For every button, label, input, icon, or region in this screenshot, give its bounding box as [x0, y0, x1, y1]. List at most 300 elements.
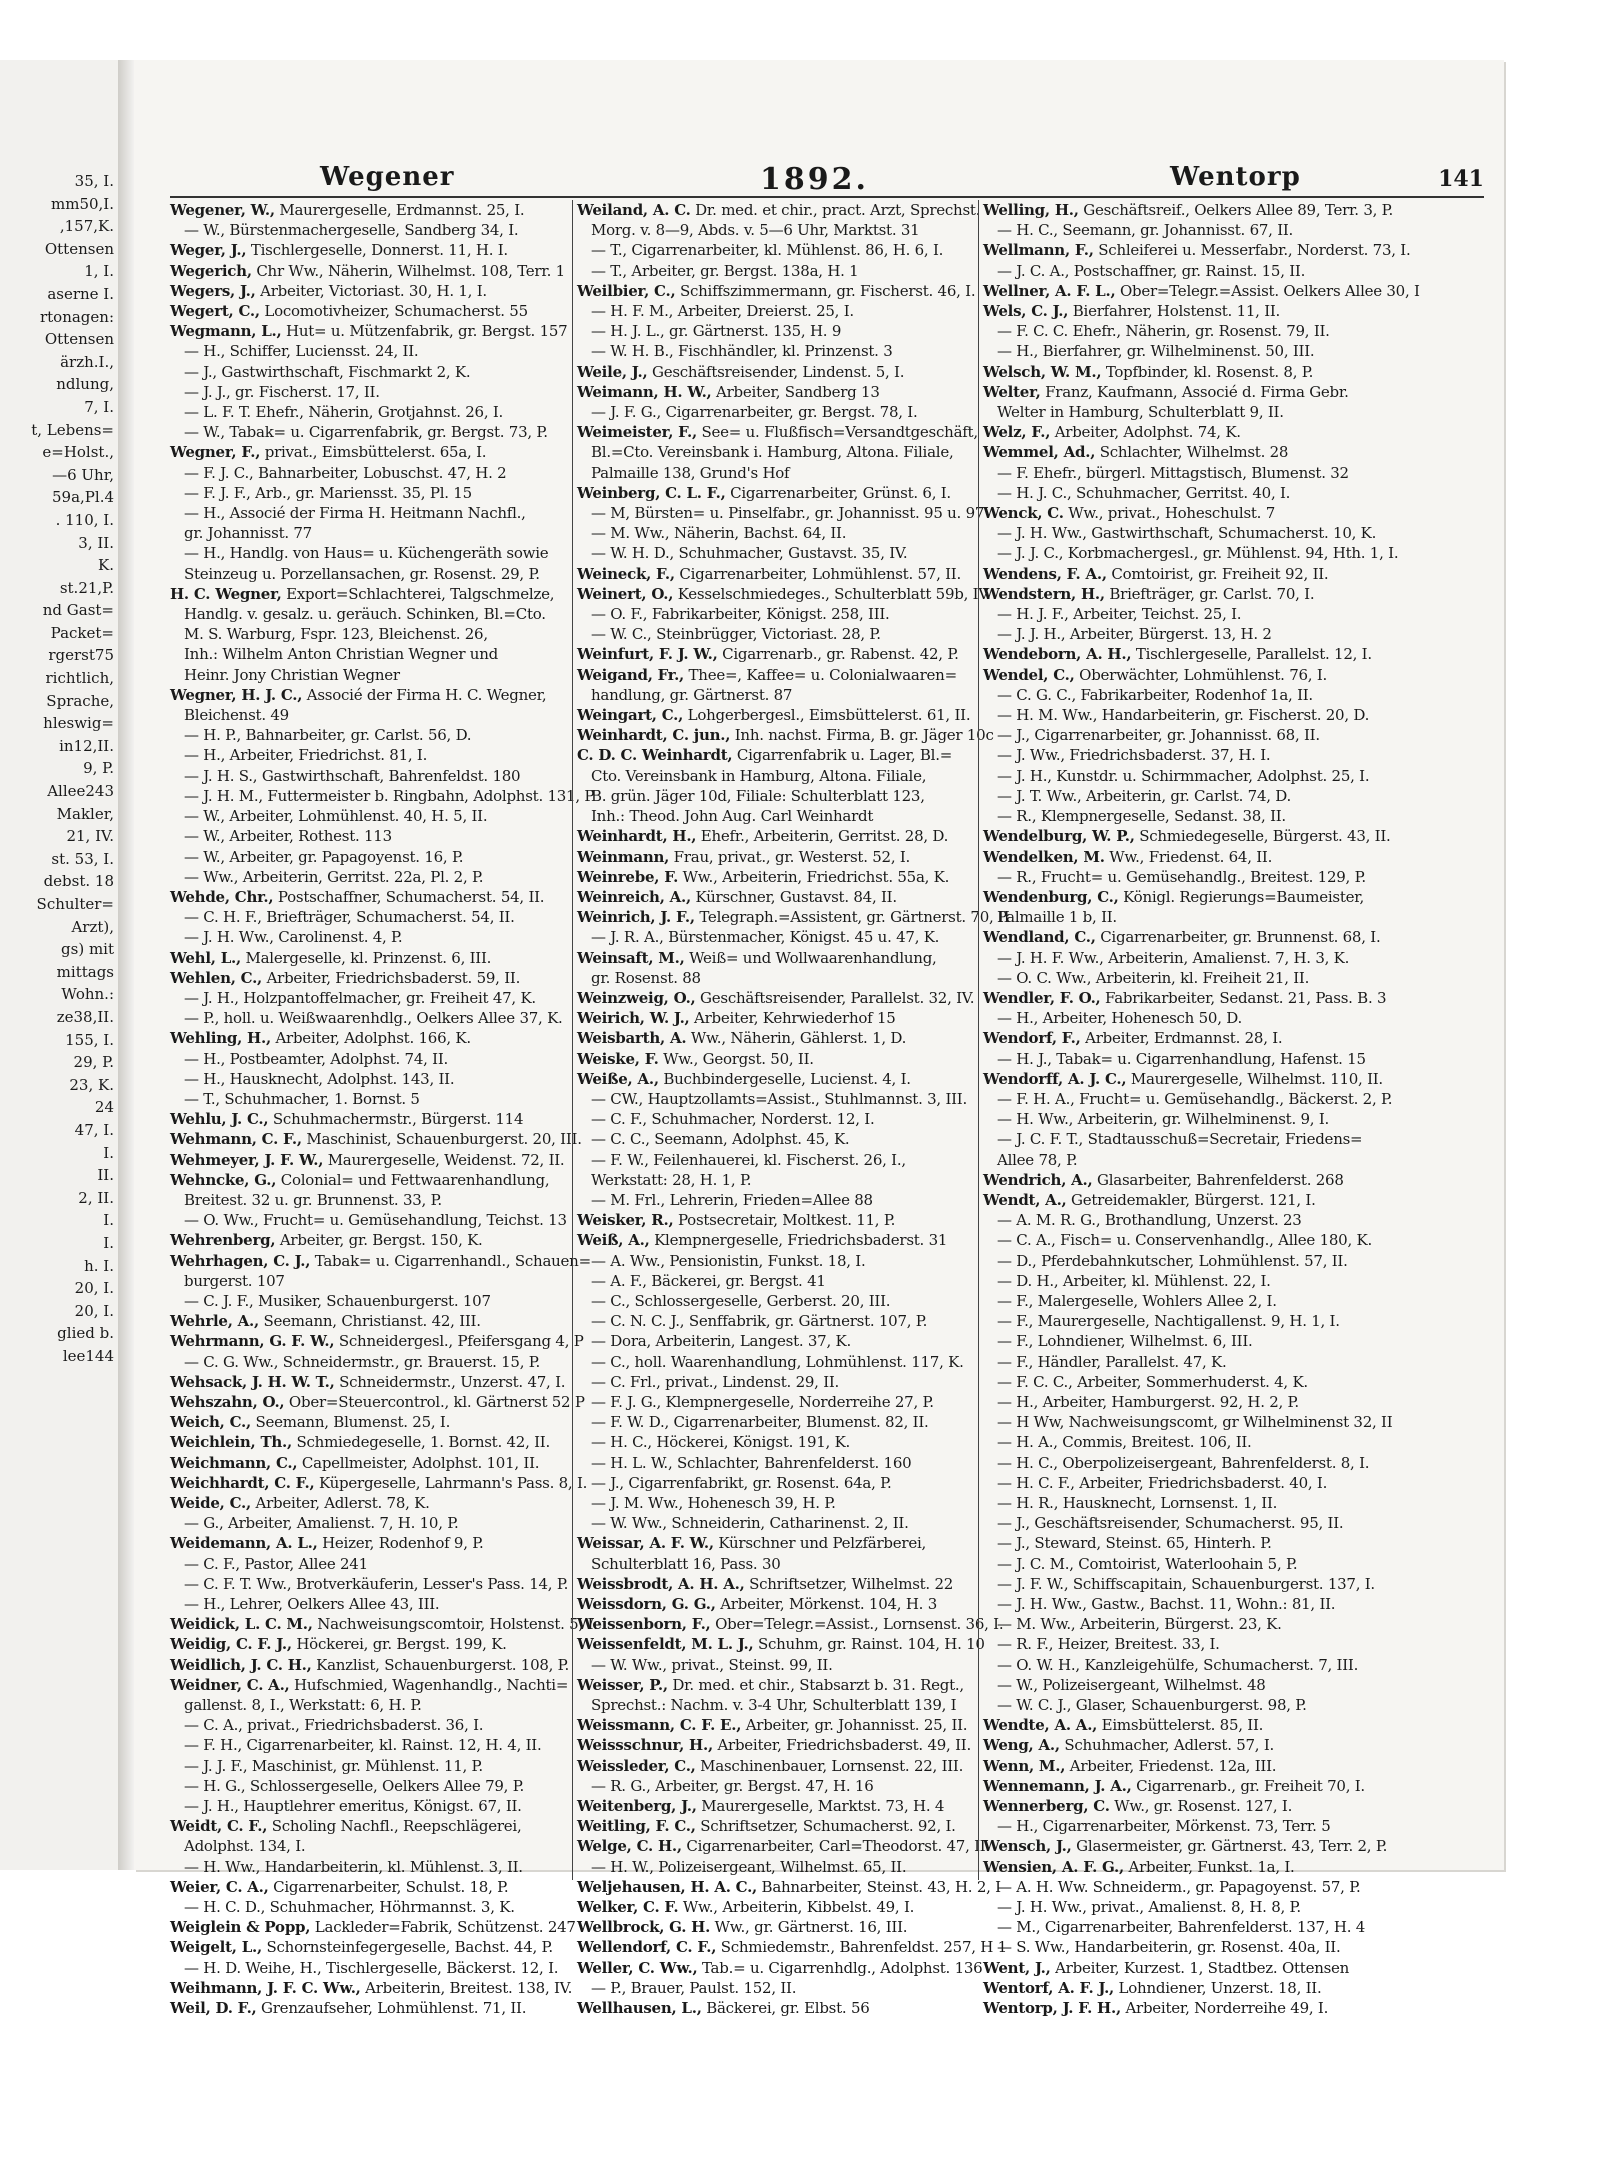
entry-details: Ober=Telegr.=Assist. Oelkers Allee 30, I [1115, 281, 1420, 300]
entry-details: — C. J. F., Musiker, Schauenburgerst. 107 [184, 1291, 491, 1310]
directory-entry [983, 1776, 1385, 1796]
facing-page-fragment: glied b. [57, 1324, 114, 1343]
entry-details: Bahnarbeiter, Steinst. 43, H. 2, I [757, 1877, 1001, 1896]
directory-entry [983, 1049, 1385, 1069]
entry-details: Arbeiter, Victoriast. 30, H. 1, I. [255, 281, 487, 300]
facing-page-fragment: 155, I. [65, 1030, 114, 1049]
entry-details: Lackleder=Fabrik, Schützenst. 247 [310, 1918, 576, 1937]
directory-entry [170, 564, 570, 584]
entry-details: Lohgerbergesl., Eimsbüttelerst. 61, II. [683, 706, 971, 725]
directory-entry [983, 1614, 1385, 1634]
entry-surname: Welge, C. H., [577, 1837, 682, 1856]
entry-surname: Wellner, A. F. L., [983, 281, 1116, 300]
directory-entry [170, 644, 570, 664]
directory-entry [170, 1412, 570, 1432]
entry-details: M. S. Warburg, Fspr. 123, Bleichenst. 26, [184, 625, 488, 644]
entry-details: Oberwächter, Lohmühlenst. 76, I. [1074, 665, 1328, 684]
entry-details: Arbeiter, Sandberg 13 [711, 382, 880, 401]
facing-page-fragment: 9, P. [83, 759, 114, 778]
entry-details: — C. A., Fisch= u. Conservenhandlg., Allee 180, K. [997, 1231, 1372, 1250]
directory-entry [577, 543, 977, 563]
entry-details: — J. H., Kunstdr. u. Schirmmacher, Adolphst. 25, I. [997, 766, 1370, 785]
directory-entry [983, 503, 1385, 523]
directory-entry [170, 1937, 570, 1957]
directory-entry [577, 1129, 977, 1149]
directory-entry [577, 1473, 977, 1493]
entry-details: Morg. v. 8—9, Abds. v. 5—6 Uhr, Marktst. 31 [591, 221, 920, 240]
entry-details: — H. C., Seemann, gr. Johannisst. 67, II. [997, 221, 1294, 240]
entry-surname: Weidt, C. F., [170, 1817, 268, 1836]
entry-surname: Wegert, C., [170, 302, 260, 321]
directory-entry [577, 968, 977, 988]
directory-entry [983, 1857, 1385, 1877]
facing-page-text [0, 170, 118, 1367]
directory-entry [983, 1756, 1385, 1776]
directory-entry [983, 1170, 1385, 1190]
page-number: 141 [1438, 166, 1484, 192]
directory-entry [577, 341, 977, 361]
entry-surname: Weier, C. A., [170, 1877, 269, 1896]
directory-entry [577, 261, 977, 281]
entry-details: Inh. nachst. Firma, B. gr. Jäger 10c [730, 726, 994, 745]
entry-surname: Wehlu, J. C., [170, 1110, 269, 1129]
entry-surname: Weinhardt, H., [577, 827, 697, 846]
header-year: 1892. [760, 162, 869, 197]
entry-details: — J. H., Holzpantoffelmacher, gr. Freiheit 47, K. [184, 988, 536, 1007]
facing-page-fragment: 20, I. [74, 1301, 114, 1320]
facing-page-fragment: t, Lebens= [31, 420, 114, 439]
entry-details: Hut= u. Mützenfabrik, gr. Bergst. 157 [281, 322, 568, 341]
entry-surname: Weissar, A. F. W., [577, 1534, 714, 1553]
entry-surname: Weineck, F., [577, 564, 675, 583]
entry-details: Cigarrenarbeiter, Grünst. 6, I. [725, 483, 951, 502]
directory-entry [170, 1069, 570, 1089]
facing-page-fragment: ,157,K. [59, 217, 114, 236]
entry-details: Schuhm, gr. Rainst. 104, H. 10 [753, 1635, 985, 1654]
directory-entry [170, 1210, 570, 1230]
directory-entry [983, 1372, 1385, 1392]
entry-surname: Wellhausen, L., [577, 1999, 702, 2018]
entry-details: — A. M. R. G., Brothandlung, Unzerst. 23 [997, 1211, 1302, 1230]
entry-details: — H. R., Hausknecht, Lornsenst. 1, II. [997, 1494, 1278, 1512]
entry-details: — H. C. D., Schuhmacher, Höhrmannst. 3, K. [184, 1898, 515, 1917]
directory-entry [577, 1715, 977, 1735]
entry-details: — H., Associé der Firma H. Heitmann Nachfl., [184, 504, 526, 523]
directory-entry [170, 1533, 570, 1553]
facing-page-fragment: K. [98, 556, 114, 575]
entry-details: — R. G., Arbeiter, gr. Bergst. 47, H. 16 [591, 1776, 874, 1795]
entry-details: Heizer, Rodenhof 9, P. [317, 1534, 484, 1553]
directory-entry [983, 1816, 1385, 1836]
directory-entry [170, 1574, 570, 1594]
entry-details: — J., Cigarrenfabrikt, gr. Rosenst. 64a, P. [591, 1473, 892, 1492]
entry-details: — F. W. D., Cigarrenarbeiter, Blumenst. 82, II. [591, 1413, 929, 1432]
entry-details: Schornsteinfegergeselle, Bachst. 44, P. [261, 1938, 553, 1957]
entry-surname: Weiske, F. [577, 1049, 659, 1068]
entry-surname: Wemmel, Ad., [983, 443, 1096, 462]
entry-surname: Weimeister, F., [577, 423, 697, 442]
entry-surname: Wehrhagen, C. J., [170, 1251, 311, 1270]
entry-surname: Welz, F., [983, 423, 1051, 442]
directory-entry [983, 200, 1393, 220]
entry-details: Seemann, Blumenst. 25, I. [250, 1413, 451, 1432]
entry-details: — A. F., Bäckerei, gr. Bergst. 41 [591, 1271, 826, 1290]
entry-surname: Weissdorn, G. G., [577, 1595, 716, 1614]
entry-details: — J. H. Ww., Gastwirthschaft, Schumacherst. 10, K. [997, 524, 1377, 543]
entry-details: — H. P., Bahnarbeiter, gr. Carlst. 56, D. [184, 726, 472, 745]
entry-details: Postsecretair, Moltkest. 11, P. [673, 1211, 896, 1230]
entry-details: Grenzaufseher, Lohmühlenst. 71, II. [256, 1999, 527, 2018]
entry-surname: Wegner, F., [170, 443, 261, 462]
entry-details: Malergeselle, kl. Prinzenst. 6, III. [240, 948, 492, 967]
entry-surname: Wegers, J., [170, 281, 256, 300]
entry-surname: Weile, J., [577, 362, 648, 381]
entry-surname: Welker, C. F. [577, 1898, 679, 1917]
facing-page-fragment: st. 53, I. [51, 849, 114, 868]
entry-surname: Wendenburg, C., [983, 887, 1119, 906]
entry-details: Inh.: Wilhelm Anton Christian Wegner und [184, 645, 498, 664]
directory-entry [983, 1069, 1385, 1089]
entry-surname: Weinmann, [577, 847, 670, 866]
directory-entry [983, 1594, 1385, 1614]
entry-details: — O. Ww., Frucht= u. Gemüsehandlung, Teichst. 13 [184, 1211, 567, 1230]
entry-surname: Wehlen, C., [170, 968, 263, 987]
entry-details: — H. L. W., Schlachter, Bahrenfelderst. 160 [591, 1453, 912, 1472]
facing-page-fragment: h. I. [84, 1256, 114, 1275]
entry-surname: Wenck, C. [983, 504, 1064, 523]
directory-entry [983, 1230, 1385, 1250]
entry-details: Maschinist, Schauenburgerst. 20, III. [301, 1130, 582, 1149]
entry-surname: Wendler, F. O., [983, 988, 1101, 1007]
entry-details: Schmiedemstr., Bahrenfeldst. 257, H 1 [716, 1938, 1007, 1957]
entry-details: Schleiferei u. Messerfabr., Norderst. 73, I. [1093, 241, 1411, 260]
entry-details: — T., Schuhmacher, 1. Bornst. 5 [184, 1089, 420, 1108]
entry-details: Arbeiter, Friedrichsbaderst. 49, II. [712, 1736, 971, 1755]
entry-details: Arbeiterin, Breitest. 138, IV. [360, 1978, 573, 1997]
entry-details: — R., Klempnergeselle, Sedanst. 38, II. [997, 807, 1286, 826]
entry-details: — P., Brauer, Paulst. 152, II. [591, 1978, 797, 1997]
entry-surname: Wegner, H. J. C., [170, 685, 303, 704]
entry-details: — J. J. H., Arbeiter, Bürgerst. 13, H. 2 [997, 625, 1272, 644]
directory-entry [170, 1331, 584, 1351]
entry-surname: Weinfurt, F. J. W., [577, 645, 718, 664]
entry-details: — F. J. C., Bahnarbeiter, Lobuschst. 47, H. 2 [184, 463, 507, 482]
entry-details: Nachweisungscomtoir, Holstenst. 5, I. [312, 1615, 598, 1634]
entry-surname: Weimann, H. W., [577, 382, 712, 401]
entry-details: — H. M. Ww., Handarbeiterin, gr. Fischerst. 20, D. [997, 706, 1370, 725]
directory-entry [983, 1675, 1385, 1695]
entry-details: — H. G., Schlossergeselle, Oelkers Allee 79, P. [184, 1776, 525, 1795]
facing-page-fragment: I. [103, 1143, 114, 1162]
directory-entry [170, 281, 570, 301]
directory-entry [577, 200, 981, 220]
entry-details: Kürschner, Gustavst. 84, II. [690, 887, 897, 906]
directory-entry [983, 442, 1385, 462]
directory-entry [170, 240, 570, 260]
entry-details: Ww., Näherin, Gählerst. 1, D. [686, 1029, 907, 1048]
facing-page-fragment: 47, I. [74, 1120, 114, 1139]
entry-details: gr. Rosenst. 88 [591, 968, 701, 987]
entry-details: Cigarrenarb., gr. Rabenst. 42, P. [717, 645, 959, 664]
directory-entry [577, 887, 977, 907]
directory-entry [577, 1069, 977, 1089]
directory-entry [577, 1978, 977, 1998]
entry-surname: Weinrich, J. F., [577, 908, 695, 927]
entry-surname: Weiße, A., [577, 1069, 659, 1088]
entry-details: B. grün. Jäger 10d, Filiale: Schulterblatt 123, [591, 786, 925, 805]
directory-entry [577, 1170, 977, 1190]
directory-entry [577, 826, 977, 846]
directory-entry [577, 1089, 977, 1109]
entry-details: — M. Ww., Arbeiterin, Bürgerst. 23, K. [997, 1615, 1282, 1634]
entry-details: Maurergeselle, Weidenst. 72, II. [323, 1150, 565, 1169]
entry-details: Cigarrenarbeiter, Lohmühlenst. 57, II. [674, 564, 961, 583]
entry-details: — J. F. G., Cigarrenarbeiter, gr. Bergst. 78, I. [591, 403, 918, 422]
entry-details: Schuhmachermstr., Bürgerst. 114 [268, 1110, 524, 1129]
directory-entry [577, 523, 977, 543]
entry-details: Arbeiter, Norderreihe 49, I. [1120, 1999, 1329, 2018]
directory-entry [983, 584, 1385, 604]
directory-entry [983, 948, 1385, 968]
entry-details: — O. W. H., Kanzleigehülfe, Schumacherst. 7, III. [997, 1655, 1359, 1674]
directory-entry [577, 564, 977, 584]
directory-entry [577, 422, 977, 442]
entry-details: — F. C. C. Ehefr., Näherin, gr. Rosenst. 79, II. [997, 322, 1330, 341]
entry-details: — W., Polizeisergeant, Wilhelmst. 48 [997, 1675, 1266, 1694]
entry-surname: Wegener, W., [170, 201, 275, 219]
directory-entry [577, 1493, 977, 1513]
entry-surname: Weljehausen, H. A. C., [577, 1877, 758, 1896]
entry-details: — H., Arbeiter, Hohenesch 50, D. [997, 1009, 1242, 1028]
directory-entry [170, 665, 570, 685]
entry-details: Ww., Arbeiterin, Friedrichst. 55a, K. [678, 867, 950, 886]
directory-entry [170, 685, 570, 705]
entry-details: — J. C. A., Postschaffner, gr. Rainst. 15, II. [997, 261, 1306, 280]
facing-page-fragment: ndlung, [56, 375, 114, 394]
directory-entry [983, 362, 1385, 382]
entry-surname: Wensch, J., [983, 1837, 1072, 1856]
entry-surname: Weller, C. Ww., [577, 1958, 698, 1977]
entry-details: — J., Gastwirthschaft, Fischmarkt 2, K. [184, 362, 471, 381]
entry-surname: Wegerich, [170, 261, 252, 280]
directory-entry [983, 463, 1385, 483]
entry-details: — F. Ehefr., bürgerl. Mittagstisch, Blumenst. 32 [997, 463, 1349, 482]
entry-details: — C. G. C., Fabrikarbeiter, Rodenhof 1a, II. [997, 685, 1313, 704]
directory-entry [983, 1453, 1385, 1473]
directory-entry [983, 1574, 1385, 1594]
directory-entry [577, 1392, 977, 1412]
directory-entry [577, 725, 994, 745]
entry-details: — H. Ww., Handarbeiterin, kl. Mühlenst. 3, II. [184, 1857, 523, 1876]
directory-entry [170, 604, 570, 624]
entry-details: — C., Schlossergeselle, Gerberst. 20, III. [591, 1291, 891, 1310]
entry-details: — H., Postbeamter, Adolphst. 74, II. [184, 1049, 449, 1068]
entry-surname: Wellendorf, C. F., [577, 1938, 717, 1957]
entry-surname: Weitenberg, J., [577, 1797, 697, 1816]
directory-entry [577, 665, 977, 685]
directory-entry [983, 341, 1385, 361]
directory-entry [577, 1776, 977, 1796]
entry-surname: Wennemann, J. A., [983, 1776, 1132, 1795]
entry-details: Cigarrenarbeiter, Schulst. 18, P. [268, 1877, 509, 1896]
entry-details: Ober=Steuercontrol., kl. Gärtnerst 52 P [284, 1392, 585, 1411]
entry-details: — W., Tabak= u. Cigarrenfabrik, gr. Bergst. 73, P. [184, 423, 548, 442]
directory-entry [170, 907, 570, 927]
entry-details: — J. H. S., Gastwirthschaft, Bahrenfeldst. 180 [184, 766, 521, 785]
directory-entry [577, 948, 977, 968]
directory-entry [170, 766, 570, 786]
entry-surname: Weinsaft, M., [577, 948, 685, 967]
facing-page-fragment: . 110, I. [55, 510, 114, 529]
entry-details: — H., Arbeiter, Friedrichst. 81, I. [184, 746, 428, 765]
directory-entry [170, 341, 570, 361]
entry-surname: Weinrebe, F. [577, 867, 679, 886]
entry-details: — F., Lohndiener, Wilhelmst. 6, III. [997, 1332, 1253, 1351]
entry-details: — H. J. C., Schuhmacher, Gerritst. 40, I. [997, 483, 1291, 502]
directory-entry [983, 1533, 1385, 1553]
entry-details: Glasarbeiter, Bahrenfelderst. 268 [1092, 1170, 1344, 1189]
directory-entry [577, 1311, 977, 1331]
directory-entry [170, 1049, 570, 1069]
directory-entry [577, 362, 977, 382]
facing-page-fragment: 29, P. [73, 1053, 114, 1072]
entry-details: — C. N. C. J., Senffabrik, gr. Gärtnerst. 107, P. [591, 1312, 928, 1331]
directory-entry [983, 220, 1385, 240]
entry-surname: Weiglein & Popp, [170, 1918, 311, 1937]
directory-entry [170, 948, 570, 968]
entry-details: — H., Cigarrenarbeiter, Mörkenst. 73, Terr. 5 [997, 1817, 1331, 1836]
directory-entry [983, 1897, 1385, 1917]
entry-details: — H., Arbeiter, Hamburgerst. 92, H. 2, P. [997, 1392, 1299, 1411]
entry-details: — W., Arbeiter, Rothest. 113 [184, 827, 392, 846]
entry-surname: Wegmann, L., [170, 322, 282, 341]
directory-entry [577, 1352, 977, 1372]
directory-entry [170, 1897, 570, 1917]
entry-surname: Weilbier, C., [577, 281, 676, 300]
entry-surname: Weinhardt, C. jun., [577, 726, 731, 745]
entry-details: Eimsbüttelerst. 85, II. [1097, 1716, 1264, 1735]
entry-details: — R., Frucht= u. Gemüsehandlg., Breitest. 129, P. [997, 867, 1366, 886]
entry-details: Kürschner und Pelzfärberei, [713, 1534, 927, 1553]
directory-entry [983, 1715, 1385, 1735]
facing-page-fragment: e=Holst., [42, 443, 114, 462]
directory-entry [170, 1129, 582, 1149]
entry-surname: Weissbrodt, A. H. A., [577, 1574, 745, 1593]
directory-entry [983, 1796, 1385, 1816]
directory-entry [983, 745, 1385, 765]
directory-entry [577, 988, 977, 1008]
entry-details: Comtoirist, gr. Freiheit 92, II. [1106, 564, 1329, 583]
directory-entry [170, 1473, 588, 1493]
entry-details: — J. J. F., Maschinist, gr. Mühlenst. 11, P. [184, 1756, 483, 1775]
entry-details: — H. Ww., Arbeiterin, gr. Wilhelminenst. 9, I. [997, 1110, 1330, 1129]
entry-surname: Wehmeyer, J. F. W., [170, 1150, 324, 1169]
entry-details: Colonial= und Fettwaarenhandlung, [276, 1170, 550, 1189]
entry-details: Arbeiter, Adolphst. 166, K. [270, 1029, 471, 1048]
entry-details: See= u. Flußfisch=Versandtgeschäft, [697, 423, 978, 442]
entry-details: Arbeiter, Friedenst. 12a, III. [1065, 1756, 1277, 1775]
directory-entry [577, 402, 977, 422]
directory-entry [170, 624, 570, 644]
entry-details: — L. F. T. Ehefr., Näherin, Grotjahnst. 26, I. [184, 403, 504, 422]
entry-surname: Weissenborn, F., [577, 1615, 711, 1634]
entry-details: Lohndiener, Unzerst. 18, II. [1114, 1978, 1322, 1997]
entry-surname: Weinzweig, O., [577, 988, 696, 1007]
entry-details: — T., Arbeiter, gr. Bergst. 138a, H. 1 [591, 261, 859, 280]
entry-details: Arbeiter, Kurzest. 1, Stadtbez. Ottensen [1050, 1958, 1350, 1977]
directory-entry [170, 806, 570, 826]
directory-entry [170, 1170, 570, 1190]
facing-page-fragment: II. [97, 1166, 114, 1185]
entry-details: Geschäftsreisender, Lindenst. 5, I. [647, 362, 905, 381]
entry-details: Maurergeselle, Marktst. 73, H. 4 [696, 1797, 945, 1816]
directory-entry [170, 261, 570, 281]
directory-entry [170, 1271, 570, 1291]
entry-details: — H. W., Polizeisergeant, Wilhelmst. 65, II. [591, 1857, 907, 1876]
entry-details: — J. C. F. T., Stadtausschuß=Secretair, Friedens= [997, 1130, 1363, 1149]
entry-surname: Wehde, Chr., [170, 887, 274, 906]
entry-details: — W., Arbeiter, gr. Papagoyenst. 16, P. [184, 847, 464, 866]
directory-entry [170, 988, 570, 1008]
facing-page-fragment: nd Gast= [42, 601, 114, 620]
directory-entry [983, 1917, 1385, 1937]
entry-details: — C. G. Ww., Schneidermstr., gr. Brauerst. 15, P. [184, 1352, 541, 1371]
directory-entry [983, 1129, 1385, 1149]
facing-page-fragment: Allee243 [47, 782, 114, 801]
directory-entry [170, 847, 570, 867]
entry-details: — F., Maurergeselle, Nachtigallenst. 9, H. 1, I. [997, 1312, 1340, 1331]
entry-surname: Wehncke, G., [170, 1170, 277, 1189]
directory-entry [577, 1412, 977, 1432]
entry-details: Höckerei, gr. Bergst. 199, K. [291, 1635, 507, 1654]
entry-details: — F. H., Cigarrenarbeiter, kl. Rainst. 12, H. 4, II. [184, 1736, 542, 1755]
facing-page-fragment: lee144 [62, 1346, 114, 1365]
directory-entry [983, 1291, 1385, 1311]
directory-entry [983, 1958, 1385, 1978]
entry-details: Dr. med. et chir., Stabsarzt b. 31. Regt., [667, 1675, 964, 1694]
entry-details: Fabrikarbeiter, Sedanst. 21, Pass. B. 3 [1100, 988, 1387, 1007]
facing-page-fragment: gs) mit [61, 940, 114, 959]
entry-surname: Wennerberg, C. [983, 1797, 1110, 1816]
directory-entry [170, 1958, 570, 1978]
directory-entry [983, 321, 1385, 341]
directory-entry [983, 1311, 1385, 1331]
entry-details: Export=Schlachterei, Talgschmelze, [281, 584, 555, 603]
entry-surname: Wehsack, J. H. W. T., [170, 1372, 335, 1391]
entry-details: Ww., Arbeiterin, Kibbelst. 49, I. [678, 1898, 915, 1917]
entry-details: gr. Johannisst. 77 [184, 524, 312, 543]
entry-surname: Wendelburg, W. P., [983, 827, 1135, 846]
entry-details: — J., Steward, Steinst. 65, Hinterh. P. [997, 1534, 1272, 1553]
entry-details: — J. H., Hauptlehrer emeritus, Königst. 67, II. [184, 1797, 522, 1816]
directory-entry [577, 1574, 977, 1594]
entry-surname: Weidlich, J. C. H., [170, 1655, 312, 1674]
directory-entry [170, 1857, 570, 1877]
entry-details: Arbeiter, Adolphst. 74, K. [1050, 423, 1241, 442]
entry-details: — W. H. B., Fischhändler, kl. Prinzenst. 3 [591, 342, 893, 361]
entry-details: Thee=, Kaffee= u. Colonialwaaren= [684, 665, 957, 684]
entry-details: — C. C., Seemann, Adolphst. 45, K. [591, 1130, 850, 1149]
entry-details: — Ww., Arbeiterin, Gerritst. 22a, Pl. 2, P. [184, 867, 484, 886]
entry-surname: Weide, C., [170, 1494, 251, 1512]
entry-surname: Welsch, W. M., [983, 362, 1102, 381]
directory-entry [577, 1372, 977, 1392]
directory-entry [577, 240, 977, 260]
facing-page-fragment: st.21,P. [59, 578, 114, 597]
entry-details: Handlg. v. gesalz. u. geräuch. Schinken, Bl.=Cto. [184, 605, 546, 624]
entry-details: Kanzlist, Schauenburgerst. 108, P. [311, 1655, 570, 1674]
facing-page-fragment: Arzt), [71, 917, 114, 936]
